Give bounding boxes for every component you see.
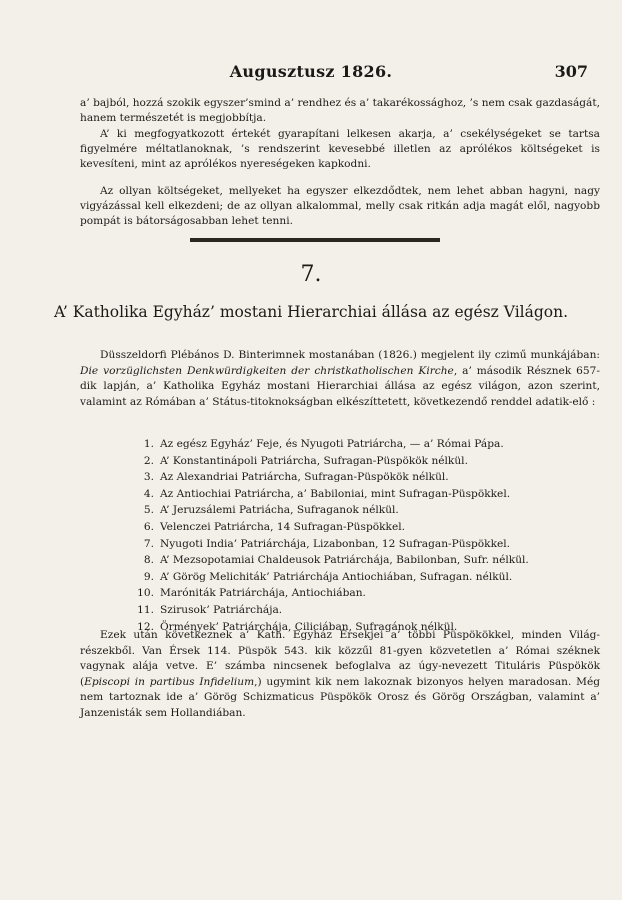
list-item-text: Szirusok’ Patriárchája.	[160, 603, 283, 616]
intro-text-1: Düsszeldorfi Plébános D. Binterimnek mostanában (1826.) megjelent ily czimű munkájában:	[100, 349, 600, 361]
list-item-number: 12.	[137, 620, 154, 633]
list-item	[130, 519, 529, 536]
list-item-number: 1.	[143, 438, 154, 450]
list-item-text: Velenczei Patriárcha, 14 Sufragan-Püspökkel.	[160, 520, 405, 533]
section-title: A’ Katholika Egyház’ mostani Hierarchiai állása az egész Világon.	[53, 303, 569, 321]
paragraph-2: A’ ki megfogyatkozott értekét gyarapítani lelkesen akarja, a’ csekélységeket se tartsa figyelmére méltatlanoknak, ’s rendszerint kevesebbé illetlen az aprólékos költségeket is kevesíteni, mint az aprólékos nyereségeken kapkodni.	[80, 128, 600, 170]
list-item-number: 4.	[143, 487, 154, 500]
list-item-number: 10.	[137, 587, 154, 600]
list-item	[130, 502, 529, 519]
running-header-title: Augusztusz 1826.	[229, 62, 393, 81]
list-item	[130, 536, 529, 553]
list-item-text: A’ Görög Melichiták’ Patriárchája Antiochiában, Sufragan. nélkül.	[160, 570, 513, 583]
list-item-text: Nyugoti India’ Patriárchája, Lizabonban, 12 Sufragan-Püspökkel.	[160, 537, 511, 550]
list-item-text: Az Antiochiai Patriárcha, a’ Babiloniai, mint Sufragan-Püspökkel.	[160, 487, 511, 500]
list-item	[130, 602, 529, 619]
patriarch-list	[130, 436, 529, 635]
list-item-number: 5.	[143, 504, 154, 517]
section-number: 7.	[300, 262, 322, 287]
list-item	[130, 569, 529, 586]
paragraph-3: Az ollyan költségeket, mellyeket ha egyszer elkezdődtek, nem lehet abban hagyni, nagy vigyázással kell elkezdeni; de az ollyan alkalommal, melly csak ritkán adja magát elől, nagyobb pompát is bátorságosabban lehet tenni.	[80, 185, 600, 227]
page-number: 307	[554, 62, 588, 81]
list-item	[130, 486, 529, 503]
section-divider	[190, 238, 440, 242]
list-item-number: 8.	[143, 554, 154, 567]
intro-book-title: Die vorzüglichsten Denkwürdigkeiten der christkatholischen Kirche	[80, 364, 454, 377]
list-item-number: 3.	[143, 471, 154, 484]
list-item-number: 6.	[143, 520, 154, 533]
list-item-number: 9.	[143, 570, 154, 583]
list-item	[130, 585, 529, 602]
closing-text-1: Ezek után következnek a’ Kath. Egyház Érsekjei a’ többi Püspökökkel, minden Világ-részekből. Van Érsek 114. Püspök 543. kik közzűl 81-gyen közvetetlen a’ Római széknek vagynak alája vetve. E’ számba nincsenek befoglalva az úgy-nevezett Tituláris Püspökök (	[80, 629, 600, 688]
closing-paragraph	[80, 628, 600, 721]
list-item-text: A’ Mezsopotamiai Chaldeusok Patriárchája, Babilonban, Sufr. nélkül.	[160, 554, 529, 567]
list-item-number: 2.	[143, 454, 154, 467]
intro-text-2: , a’ második Résznek 657-dik lapján, a’ Katholika Egyház mostani Hierarchiai állása az egész világon, azon szerint, valamint az Rómában a’ Státus-titoknokságban elkészíttetett, következendő renddel adatik-elő :	[80, 364, 600, 408]
closing-text-2: ,) ugymint kik nem lakoznak bizonyos helyen maradosan. Még nem tartoznak ide a’ Görög Schizmaticus Püspökök Orosz és Görög Országban, valamint a’ Janzenisták sem Hollandiában.	[80, 675, 600, 719]
list-item-text: Az egész Egyház’ Feje, és Nyugoti Patriárcha, — a’ Római Pápa.	[160, 438, 504, 450]
list-item	[130, 469, 529, 486]
list-item	[130, 436, 529, 453]
list-item-number: 7.	[143, 537, 154, 550]
list-item-text: Örmények’ Patriárchája, Ciliciában, Sufragánok nélkül.	[160, 620, 458, 633]
list-item	[130, 453, 529, 470]
list-item-text: A’ Konstantinápoli Patriárcha, Sufragan-Püspökök nélkül.	[160, 454, 468, 467]
closing-latin-term: Episcopi in partibus Infidelium	[84, 675, 255, 688]
list-item-text: Az Alexandriai Patriárcha, Sufragan-Püspökök nélkül.	[160, 471, 449, 484]
paragraph-1: a’ bajból, hozzá szokik egyszer’smind a’ rendhez és a’ takarékossághoz, ’s nem csak gazdaságát, hanem természetét is megjobbítja.	[80, 97, 600, 124]
list-item-number: 11.	[137, 603, 154, 616]
intro-paragraph	[80, 348, 600, 410]
list-item	[130, 552, 529, 569]
list-item-text: Maróniták Patriárchája, Antiochiában.	[160, 587, 366, 600]
list-item-text: A’ Jeruzsálemi Patriácha, Sufraganok nélkül.	[160, 504, 399, 517]
